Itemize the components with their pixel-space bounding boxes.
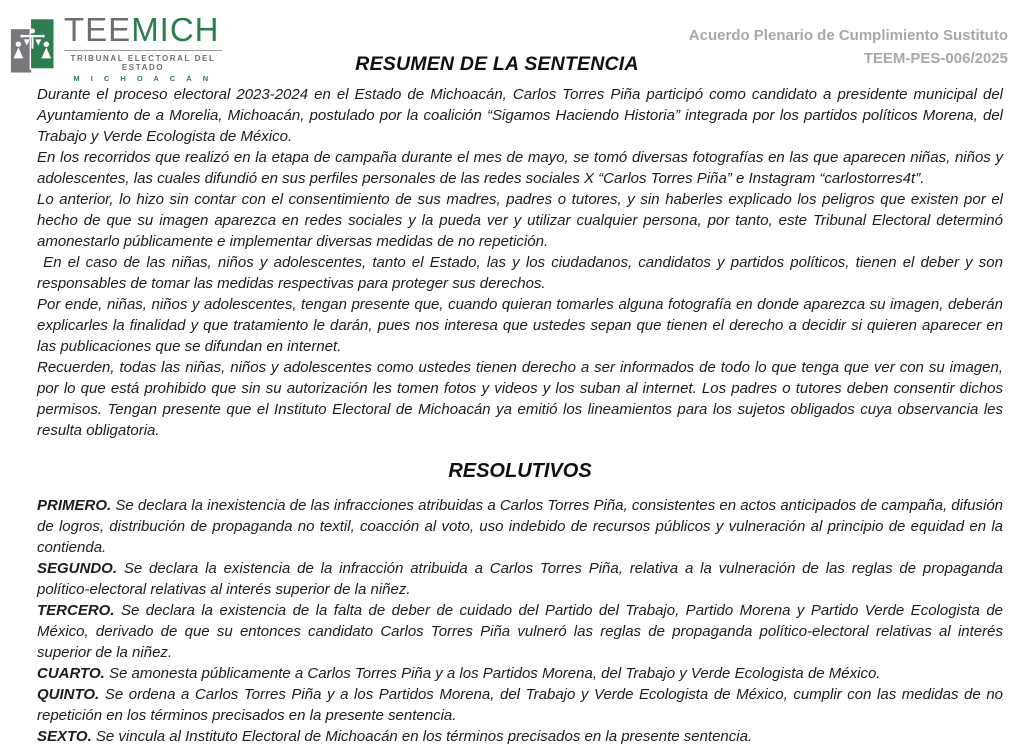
summary-paragraph-3: Lo anterior, lo hizo sin contar con el consentimiento de sus madres, padres o tutores, y sin haberles explicado los peligros que existen por el hecho de que su imagen aparezca en redes sociales y la pueda ver y utilizar cualquier persona, por tanto, este Tribunal Electoral determinó amonestarlo públicamente e implementar diversas medidas de no repetición. [37, 191, 1003, 250]
resolutivo-tercero-text: Se declara la existencia de la falta de deber de cuidado del Partido del Trabajo, Partido Morena y Partido Verde Ecologista de México, derivado de que su entonces candidato Carlos Torres Piña vulneró las reglas de propaganda político-electoral relativas al interés superior de la niñez. [37, 602, 1003, 661]
summary-paragraph-4: En el caso de las niñas, niños y adolescentes, tanto el Estado, las y los ciudadanos, candidatos y partidos políticos, tienen el deber y son responsables de tomar las medidas respectivas para proteger sus derechos. [37, 254, 1003, 292]
resolutivo-segundo-label: SEGUNDO. [37, 560, 118, 577]
resolutivo-primero-text: Se declara la inexistencia de las infracciones atribuidas a Carlos Torres Piña, consistentes en actos anticipados de campaña, difusión de logros, distribución de propaganda no textil, coacción al voto, uso indebido de recursos públicos y vulneración al principio de equidad en la contienda. [37, 497, 1003, 556]
logo-wordmark-mich: MICH [131, 11, 220, 48]
resolutivo-tercero-label: TERCERO. [37, 602, 115, 619]
resolutivo-cuarto [37, 663, 1003, 684]
resolutivo-segundo [37, 558, 1003, 600]
resolutivo-sexto [37, 726, 1003, 747]
summary-paragraph-2: En los recorridos que realizó en la etapa de campaña durante el mes de mayo, se tomó diversas fotografías en las que aparecen niñas, niños y adolescentes, las cuales difundió en sus perfiles personales de las redes sociales X “Carlos Torres Piña” e Instagram “carlostorres4t”. [37, 149, 1003, 187]
logo-divider [64, 50, 222, 51]
summary-paragraph-5: Por ende, niñas, niños y adolescentes, tengan presente que, cuando quieran tomarles alguna fotografía en donde aparezca su imagen, deberán explicarles la finalidad y que tratamiento le darán, pues nos interesa que ustedes sepan que tienen el derecho a decidir si quieren aparecer en las publicaciones que se difundan en internet. [37, 296, 1003, 355]
case-type: Acuerdo Plenario de Cumplimiento Sustituto [688, 27, 1008, 44]
resolutivo-primero-label: PRIMERO. [37, 497, 112, 514]
document-body [37, 84, 1003, 747]
resolutivo-segundo-text: Se declara la existencia de la infracción atribuida a Carlos Torres Piña, relativa a la vulneración de las reglas de propaganda político-electoral relativas al interés superior de la niñez. [37, 560, 1003, 598]
page-title: RESUMEN DE LA SENTENCIA [355, 53, 639, 75]
resolutivo-primero [37, 495, 1003, 558]
logo-tagline-michoacan: M I C H O A C Á N [73, 74, 213, 83]
resolutivo-quinto [37, 684, 1003, 726]
resolutivo-cuarto-label: CUARTO. [37, 665, 105, 682]
resolutivo-quinto-label: QUINTO. [37, 686, 100, 703]
summary-paragraph-6: Recuerden, todas las niñas, niños y adolescentes como ustedes tienen derecho a ser informados de todo lo que tenga que ver con su imagen, por lo que está prohibido que sin su autorización les tomen fotos y videos y los suban al internet. Los padres o tutores deben consentir dichos permisos. Tengan presente que el Instituto Electoral de Michoacán ya emitió los lineamientos para los sujetos obligados cuya observancia les resulta obligatoria. [37, 359, 1003, 439]
case-number: TEEM-PES-006/2025 [863, 50, 1008, 67]
resolutivo-tercero [37, 600, 1003, 663]
resolutivo-quinto-text: Se ordena a Carlos Torres Piña y a los Partidos Morena, del Trabajo y Verde Ecologista de México, cumplir con las medidas de no repetición en los términos precisados en la presente sentencia. [37, 686, 1004, 724]
logo-wordmark [64, 12, 222, 48]
resolutivo-cuarto-text: Se amonesta públicamente a Carlos Torres Piña y a los Partidos Morena, del Trabajo y Verde Ecologista de México. [108, 665, 881, 682]
logo-wordmark-tee: TEE [64, 11, 132, 48]
summary-paragraph-1: Durante el proceso electoral 2023-2024 en el Estado de Michoacán, Carlos Torres Piña participó como candidato a presidente municipal del Ayuntamiento de a Morelia, Michoacán, postulado por la coalición “Sigamos Haciendo Historia” integrada por los partidos políticos Morena, del Trabajo y Verde Ecologista de México. [37, 86, 1003, 145]
resolutivo-sexto-label: SEXTO. [37, 728, 92, 745]
resolutivos-heading: RESOLUTIVOS [448, 460, 592, 482]
resolutivo-sexto-text: Se vincula al Instituto Electoral de Michoacán en los términos precisados en la presente sentencia. [95, 728, 753, 745]
logo-tagline-tribunal: TRIBUNAL ELECTORAL DEL ESTADO [70, 54, 216, 72]
